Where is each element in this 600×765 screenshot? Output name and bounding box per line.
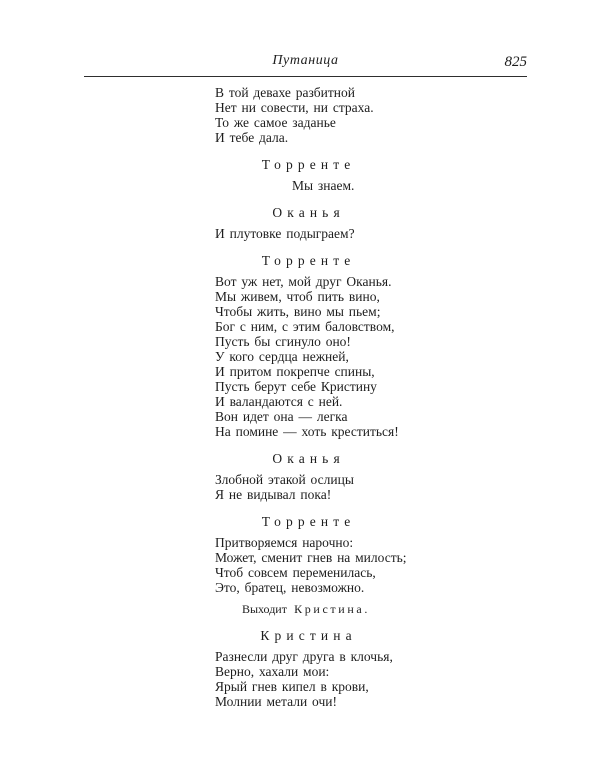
verse-line: То же самое заданье (215, 115, 336, 130)
verse-stanza (215, 85, 397, 145)
stage-direction-prefix: Выходит (241, 602, 287, 616)
verse-line: Ярый гнев кипел в крови, (215, 679, 369, 694)
verse-line: В той девахе разбитной (215, 85, 356, 100)
speaker-name: Торренте (261, 157, 356, 172)
page-number: 825 (504, 54, 527, 70)
verse-line: Злобной этакой ослицы (215, 472, 354, 487)
running-title: Путаница (272, 53, 339, 68)
verse-line: Пусть берут себе Кристину (215, 379, 377, 394)
verse-line: На помине — хоть креститься! (215, 424, 399, 439)
verse-line: Чтоб совсем переменилась, (215, 565, 376, 580)
verse-line: Разнесли друг друга в клочья, (215, 649, 393, 664)
speaker-name: Кристина (260, 628, 357, 643)
verse-line: И плутовке подыграем? (215, 226, 355, 241)
verse-line: Я не видывал пока! (215, 487, 332, 502)
verse-line: У кого сердца нежней, (215, 349, 349, 364)
verse-line: Пусть бы сгинуло оно! (215, 334, 351, 349)
verse-stanza (215, 649, 397, 709)
stage-direction-name: Кристина. (294, 602, 371, 616)
verse-line: И валандаются с ней. (215, 394, 343, 409)
running-head (84, 53, 527, 77)
verse-line: И притом покрепче спины, (215, 364, 375, 379)
verse-stanza (215, 226, 397, 241)
stage-direction (215, 603, 397, 616)
verse-line: Притворяемся нарочно: (215, 535, 354, 550)
speaker-name: Оканья (272, 205, 345, 220)
cue-line: Мы знаем. (292, 178, 355, 193)
speaker-name: Торренте (261, 514, 356, 529)
verse-line: Чтобы жить, вино мы пьем; (215, 304, 381, 319)
speaker-name: Оканья (272, 451, 345, 466)
verse-line: Вот уж нет, мой друг Оканья. (215, 274, 392, 289)
verse-line: Нет ни совести, ни страха. (215, 100, 374, 115)
verse-stanza (215, 472, 397, 502)
verse-line: Верно, хахали мои: (215, 664, 330, 679)
verse-line: И тебе дала. (215, 130, 289, 145)
verse-line: Может, сменит гнев на милость; (215, 550, 407, 565)
verse-stanza (215, 274, 397, 439)
speaker-name: Торренте (261, 253, 356, 268)
verse-line: Мы живем, чтоб пить вино, (215, 289, 380, 304)
verse-line: Вон идет она — легка (215, 409, 348, 424)
play-text (215, 85, 407, 709)
verse-stanza (215, 535, 407, 595)
verse-line: Бог с ним, с этим баловством, (215, 319, 395, 334)
verse-line: Это, братец, невозможно. (215, 580, 365, 595)
verse-line: Молнии метали очи! (215, 694, 337, 709)
